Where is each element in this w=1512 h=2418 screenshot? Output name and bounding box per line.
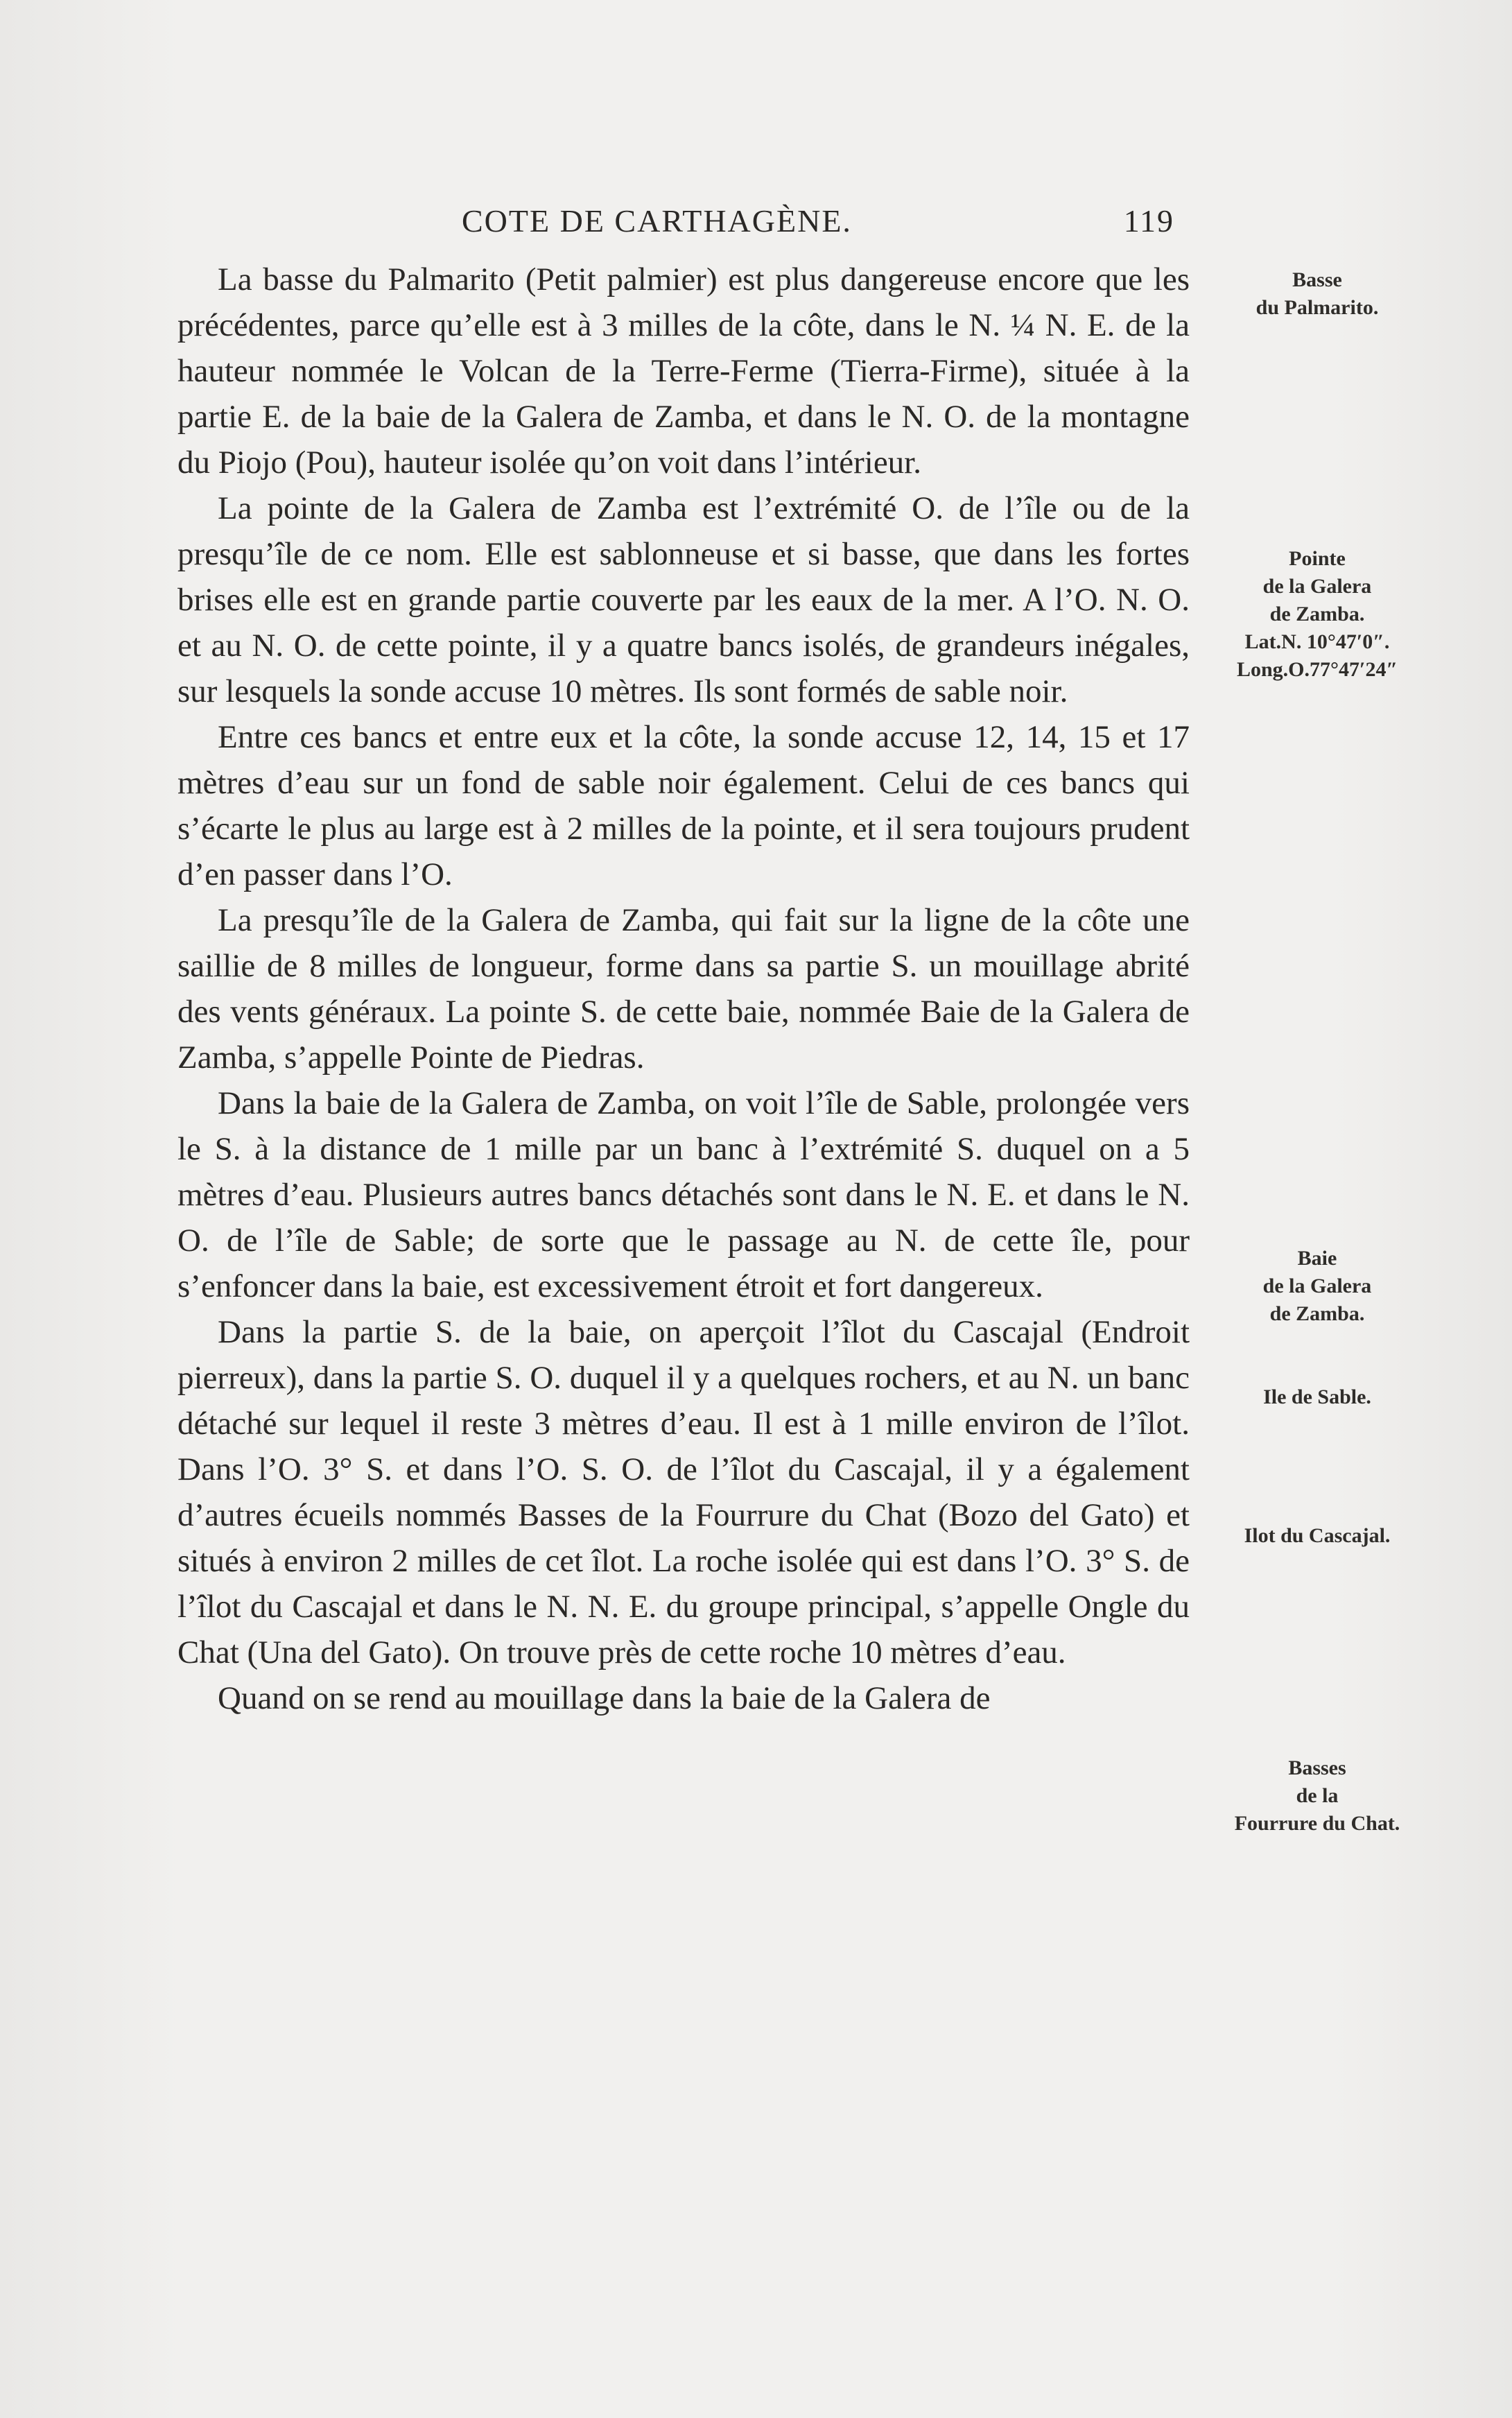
paragraph: La basse du Palmarito (Petit palmier) est plus dangereuse encore que les précédentes, parce qu’elle est à 3 milles de la côte, dans le N. ¼ N. E. de la hauteur nommée le Volcan de la Terre-Ferme (Tierra-Firme), située à la partie E. de la baie de la Galera de Zamba, et dans le N. O. de la montagne du Piojo (Pou), hauteur isolée qu’on voit dans l’intérieur.	[177, 261, 1190, 481]
margin-note-line: de la Galera	[1262, 1275, 1372, 1297]
paragraph: La presqu’île de la Galera de Zamba, qui fait sur la ligne de la côte une saillie de 8 milles de longueur, forme dans sa partie S. un mouillage abrité des vents généraux. La pointe S. de cette baie, nommée Baie de la Galera de Zamba, s’appelle Pointe de Piedras.	[177, 902, 1190, 1076]
margin-note-line: Lat.N. 10°47′0″.	[1244, 630, 1390, 653]
margin-note-line: de Zamba.	[1269, 603, 1365, 625]
paragraph: Entre ces bancs et entre eux et la côte, la sonde accuse 12, 14, 15 et 17 mètres d’eau sur un fond de sable noir également. Celui de ces bancs qui s’écarte le plus au large est à 2 milles de la pointe, et il sera toujours prudent d’en passer dans l’O.	[177, 719, 1190, 892]
margin-note-line: Baie	[1297, 1247, 1337, 1270]
margin-note-line: du Palmarito.	[1255, 296, 1379, 319]
margin-note-line: Fourrure du Chat.	[1234, 1812, 1400, 1835]
page-header	[177, 194, 1181, 243]
margin-note-palmarito	[1213, 266, 1421, 322]
margin-note-line: Long.O.77°47′24″	[1236, 658, 1398, 681]
paragraph: Dans la baie de la Galera de Zamba, on voit l’île de Sable, prolongée vers le S. à la distance de 1 mille par un banc à l’extrémité S. duquel on a 5 mètres d’eau. Plusieurs autres bancs détachés sont dans le N. E. et dans le N. O. de l’île de Sable; de sorte que le passage au N. de cette île, pour s’enfoncer dans la baie, est excessivement étroit et fort dangereux.	[177, 1085, 1190, 1304]
paragraph: Quand on se rend au mouillage dans la baie de la Galera de	[218, 1680, 991, 1716]
running-title: COTE DE CARTHAGÈNE.	[462, 203, 852, 239]
body-text	[177, 257, 1190, 1721]
margin-note-line: Ile de Sable.	[1263, 1385, 1371, 1408]
paragraph: Dans la partie S. de la baie, on aperçoit l’îlot du Cascajal (Endroit pierreux), dans la partie S. O. duquel il y a quelques rochers, et au N. un banc détaché sur lequel il reste 3 mètres d’eau. Il est à 1 mille environ de l’îlot. Dans l’O. 3° S. et dans l’O. S. O. de l’îlot du Cascajal, il y a également d’autres écueils nommés Basses de la Fourrure du Chat (Bozo del Gato) et situés à environ 2 milles de cet îlot. La roche isolée qui est dans l’O. 3° S. de l’îlot du Cascajal et dans le N. N. E. du groupe principal, s’appelle Ongle du Chat (Una del Gato). On trouve près de cette roche 10 mètres d’eau.	[177, 1314, 1190, 1670]
margin-note-ilot-du-cascajal	[1213, 1522, 1421, 1550]
margin-note-baie	[1213, 1245, 1421, 1328]
margin-note-line: de la	[1296, 1784, 1339, 1807]
paragraph: La pointe de la Galera de Zamba est l’extrémité O. de l’île ou de la presqu’île de ce nom. Elle est sablonneuse et si basse, que dans les fortes brises elle est en grande partie couverte par les eaux de la mer. A l’O. N. O. et au N. O. de cette pointe, il y a quatre bancs isolés, de grandeurs inégales, sur lesquels la sonde accuse 10 mètres. Ils sont formés de sable noir.	[177, 490, 1190, 709]
margin-note-basses	[1213, 1754, 1421, 1838]
margin-note-ile-de-sable	[1213, 1383, 1421, 1411]
margin-note-line: de la Galera	[1262, 575, 1372, 598]
margin-note-line: Basses	[1288, 1756, 1346, 1779]
margin-note-line: Pointe	[1289, 547, 1346, 570]
margin-note-line: Basse	[1292, 268, 1342, 291]
margin-note-pointe	[1213, 545, 1421, 684]
margin-note-line: Ilot du Cascajal.	[1244, 1524, 1391, 1547]
margin-note-line: de Zamba.	[1269, 1302, 1365, 1325]
page-number: 119	[1123, 203, 1174, 239]
